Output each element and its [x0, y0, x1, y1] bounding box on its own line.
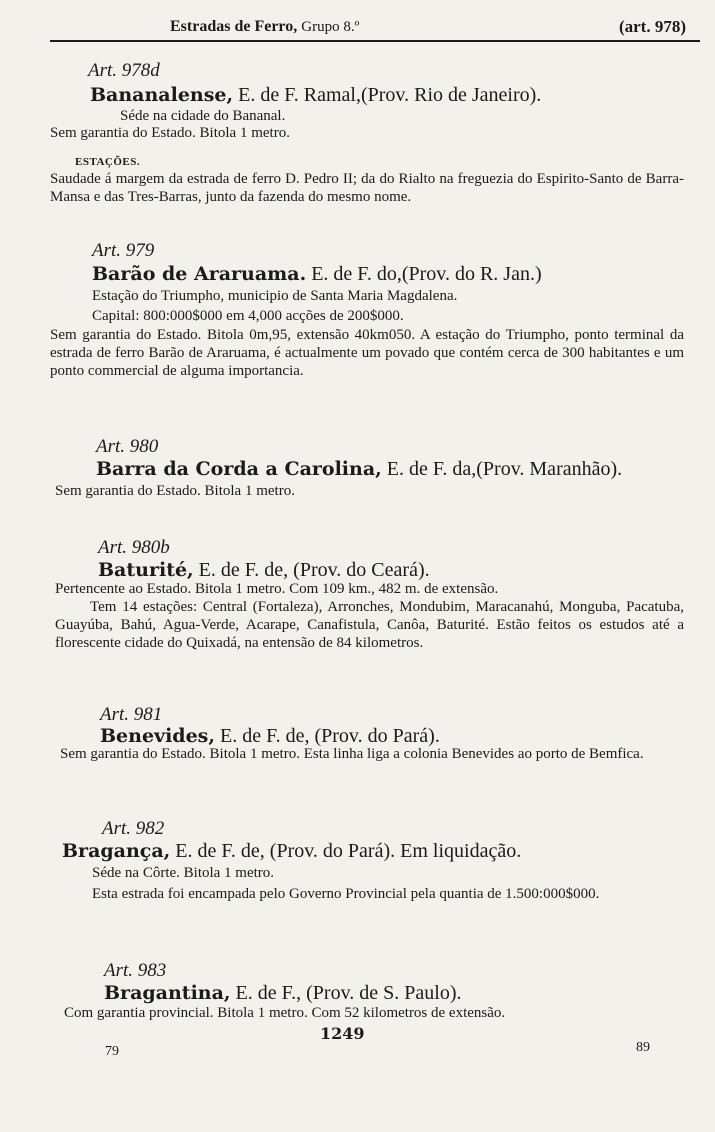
- article-label: [96, 436, 158, 458]
- railway-title-rest: E. de F. Ramal,(Prov. Rio de Janeiro).: [238, 84, 542, 106]
- footer-left-number: 79: [105, 1044, 119, 1059]
- railway-title-rest: E. de F. de, (Prov. do Ceará).: [198, 559, 430, 581]
- article-line: Com garantia provincial. Bitola 1 metro. Com 52 kilometros de extensão.: [64, 1005, 506, 1021]
- article-label-word: Art.: [102, 818, 132, 839]
- article-label-word: Art.: [100, 704, 130, 725]
- article-label-word: Art.: [88, 60, 118, 81]
- railway-name: Bananalense,: [90, 84, 234, 106]
- article-number: 983: [137, 960, 167, 981]
- article-number: 980b: [131, 537, 170, 558]
- railway-name: Barão de Araruama.: [92, 263, 307, 285]
- article-label-word: Art.: [104, 960, 134, 981]
- article-paragraph: Sem garantia do Estado. Bitola 1 metro. Esta linha liga a colonia Benevides ao porto de Bemfica.: [60, 746, 644, 762]
- article-label: [98, 537, 170, 559]
- article-number: 980: [129, 436, 159, 457]
- article-line: Estação do Triumpho, municipio de Santa Maria Magdalena.: [92, 288, 458, 304]
- article-label: [92, 240, 154, 262]
- railway-name: Barra da Corda a Carolina,: [96, 458, 382, 480]
- article-heading: [104, 982, 462, 1005]
- article-line: Capital: 800:000$000 em 4,000 acções de 200$000.: [92, 308, 404, 324]
- article-label-word: Art.: [92, 240, 122, 261]
- railway-name: Bragantina,: [104, 982, 231, 1004]
- article-heading: [96, 458, 622, 481]
- article-line: Pertencente ao Estado. Bitola 1 metro. Com 109 km., 482 m. de extensão.: [55, 581, 499, 597]
- running-head-title-text: Estradas de Ferro,: [170, 18, 298, 35]
- article-line: Séde na cidade do Bananal.: [120, 108, 286, 124]
- railway-title-rest: E. de F. da,(Prov. Maranhão).: [386, 458, 623, 480]
- article-paragraph: Esta estrada foi encampada pelo Governo Provincial pela quantia de 1.500:000$000.: [92, 886, 600, 902]
- article-label-word: Art.: [98, 537, 128, 558]
- article-heading: [98, 559, 430, 582]
- article-number: 981: [133, 704, 163, 725]
- railway-title-rest: E. de F. de, (Prov. do Pará).: [220, 725, 440, 747]
- article-line: Sem garantia do Estado. Bitola 1 metro.: [55, 483, 295, 499]
- article-heading: [92, 263, 542, 286]
- article-heading: [90, 84, 541, 107]
- article-number: 979: [125, 240, 155, 261]
- article-number: 982: [135, 818, 165, 839]
- railway-name: Benevides,: [100, 725, 215, 747]
- article-paragraph: Saudade á margem da estrada de ferro D. Pedro II; da do Rialto na freguezia do Espirito-Santo de Barra-Mansa e das Tres-Barras, junto da fazenda do mesmo nome.: [50, 171, 684, 205]
- article-label: [104, 960, 166, 982]
- article-label-word: Art.: [96, 436, 126, 457]
- article-heading: [62, 840, 521, 863]
- railway-name: Baturité,: [98, 559, 194, 581]
- article-paragraph: Tem 14 estações: Central (Fortaleza), Arronches, Mondubim, Maracanahú, Monguba, Pacatuba, Guayúba, Bahú, Agua-Verde, Acarape, Canafistula, Canôa, Baturité. Estão feitos os estudos até a florescente cidade do Quixadá, na entensão de 84 kilometros.: [55, 599, 684, 651]
- article-line: Sem garantia do Estado. Bitola 1 metro.: [50, 125, 290, 141]
- running-head-group: Grupo 8.º: [301, 19, 360, 35]
- footer-page-signature: 1249: [320, 1024, 365, 1043]
- article-label: [88, 60, 160, 82]
- railway-name: Bragança,: [62, 840, 171, 862]
- railway-title-rest: E. de F., (Prov. de S. Paulo).: [235, 982, 462, 1004]
- running-head-title: [170, 18, 359, 36]
- article-subhead: ESTAÇÕES.: [75, 156, 141, 168]
- article-paragraph: Sem garantia do Estado. Bitola 0m,95, extensão 40km050. A estação do Triumpho, ponto terminal da estrada de ferro Barão de Araruama, é actualmente um povado que contém cerca de 300 habitantes e um ponto commercial de alguma importancia.: [50, 327, 684, 379]
- article-line: Séde na Côrte. Bitola 1 metro.: [92, 865, 275, 881]
- running-head-art-ref: (art. 978): [618, 17, 686, 36]
- running-head: [50, 14, 700, 42]
- footer-right-number: 89: [636, 1040, 650, 1055]
- article-number: 978d: [121, 60, 160, 81]
- article-label: [100, 704, 162, 726]
- article-label: [102, 818, 164, 840]
- railway-title-rest: E. de F. do,(Prov. do R. Jan.): [311, 263, 542, 285]
- railway-title-rest: E. de F. de, (Prov. do Pará). Em liquidação.: [175, 840, 522, 862]
